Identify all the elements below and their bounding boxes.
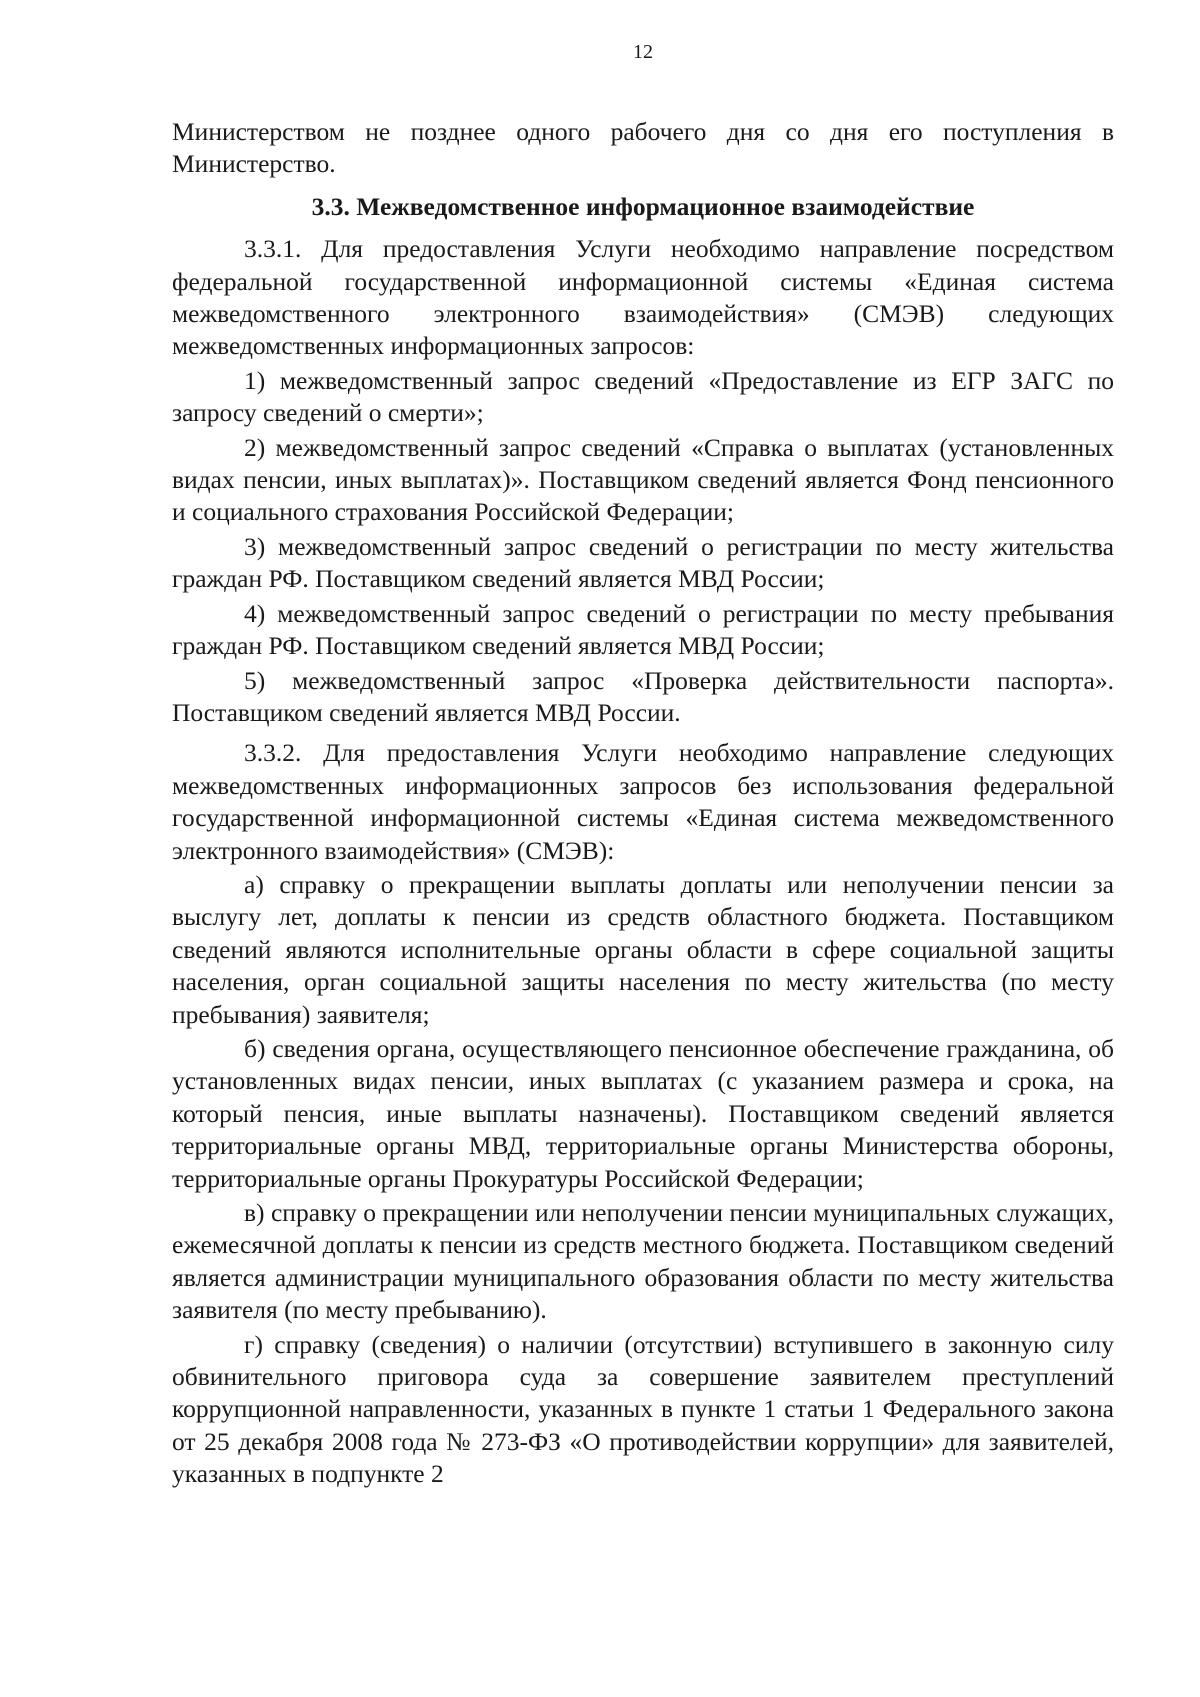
list-item-v: в) справку о прекращении или неполучении пенсии муниципальных служащих, ежемесячной доплаты к пенсии из средств местного бюджета. Поставщиком сведений является администрации муниципального образования области по месту жительства заявителя (по месту пребыванию). — [172, 1198, 1114, 1325]
lead-paragraph: Министерством не позднее одного рабочего дня со дня его поступления в Министерство. — [172, 117, 1114, 179]
list-item-g: г) справку (сведения) о наличии (отсутствии) вступившего в законную силу обвинительного приговора суда за совершение заявителем преступлений коррупционной направленности, указанных в пункте 1 статьи 1 Федерального закона от 25 декабря 2008 года № 273-ФЗ «О противодействии коррупции» для заявителей, указанных в подпункте 2 — [172, 1329, 1114, 1489]
page-number: 12 — [633, 41, 653, 63]
list-item-b: б) сведения органа, осуществляющего пенсионное обеспечение гражданина, об установленных видах пенсии, иных выплатах (с указанием размера и срока, на который пенсия, иные выплаты назначены). Поставщиком сведений является территориальные органы МВД, территориальные органы Министерства обороны, территориальные органы Прокуратуры Российской Федерации; — [172, 1033, 1114, 1193]
document-body — [172, 116, 1114, 1491]
list-item-a: а) справку о прекращении выплаты доплаты или неполучении пенсии за выслугу лет, доплаты к пенсии из средств областного бюджета. Поставщиком сведений являются исполнительные органы области в сфере социальной защиты населения, орган социальной защиты населения по месту жительства (по месту пребывания) заявителя; — [172, 869, 1114, 1029]
list-item-4: 4) межведомственный запрос сведений о регистрации по месту пребывания граждан РФ. Поставщиком сведений является МВД России; — [172, 598, 1114, 661]
list-item-3: 3) межведомственный запрос сведений о регистрации по месту жительства граждан РФ. Поставщиком сведений является МВД России; — [172, 531, 1114, 594]
list-item-2: 2) межведомственный запрос сведений «Справка о выплатах (установленных видах пенсии, иных выплатах)». Поставщиком сведений является Фонд пенсионного и социального страхования Российской Федерации; — [172, 432, 1114, 527]
paragraph-3-3-2: 3.3.2. Для предоставления Услуги необходимо направление следующих межведомственных информационных запросов без использования федеральной государственной информационной системы «Единая система межведомственного электронного взаимодействия» (СМЭВ): — [172, 738, 1114, 865]
paragraph-3-3-1: 3.3.1. Для предоставления Услуги необходимо направление посредством федеральной государственной информационной системы «Единая система межведомственного электронного взаимодействия» (СМЭВ) следующих межведомственных информационных запросов: — [172, 234, 1114, 361]
section-heading: 3.3. Межведомственное информационное взаимодействие — [311, 191, 975, 221]
list-item-1: 1) межведомственный запрос сведений «Предоставление из ЕГР ЗАГС по запросу сведений о смерти»; — [172, 365, 1114, 428]
list-item-5: 5) межведомственный запрос «Проверка действительности паспорта». Поставщиком сведений является МВД России. — [172, 665, 1114, 727]
